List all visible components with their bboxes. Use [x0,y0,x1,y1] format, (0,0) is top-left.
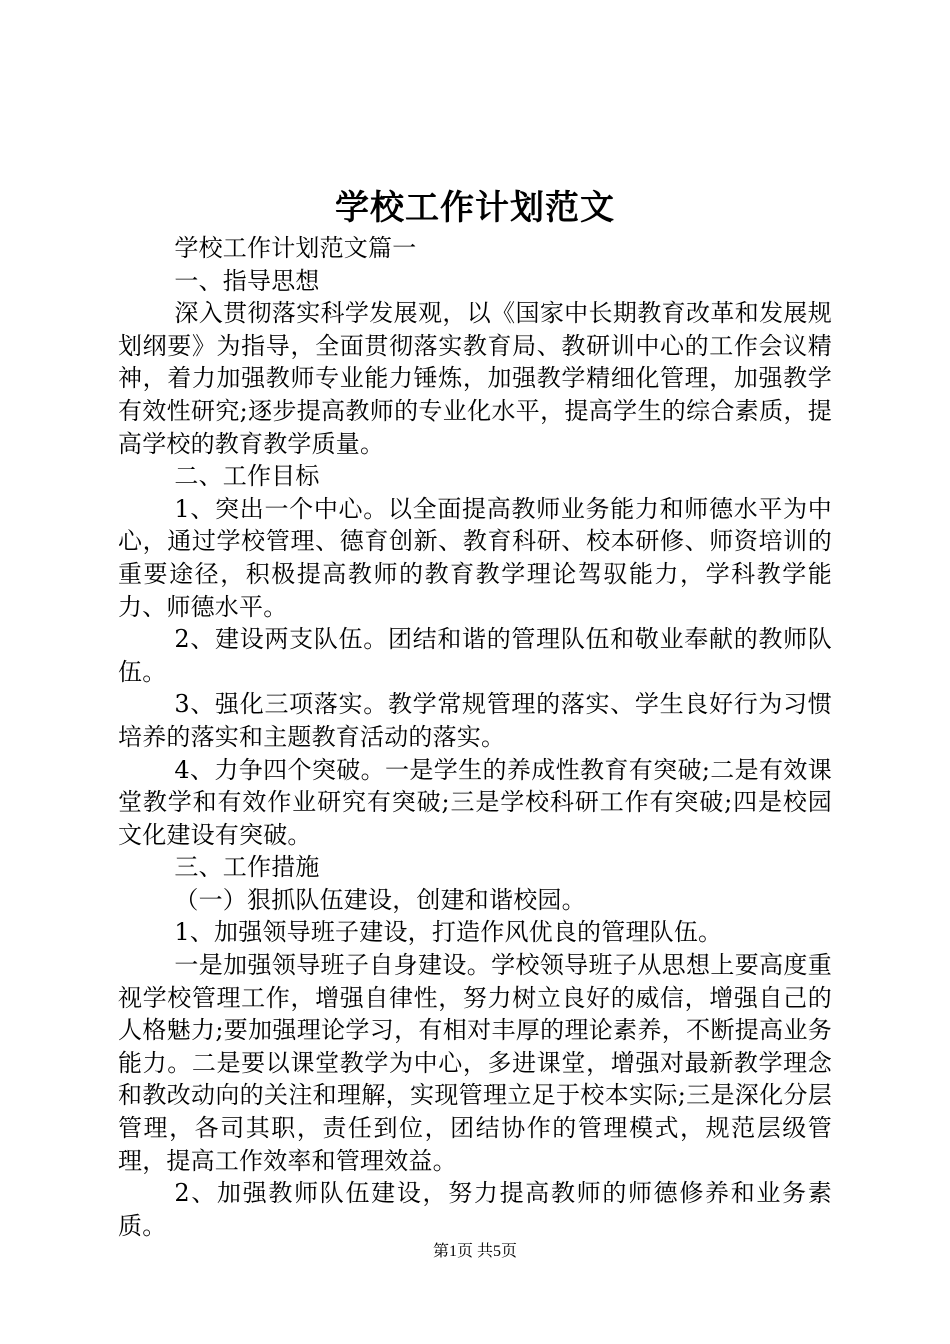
paragraph: （一）狠抓队伍建设，创建和谐校园。 [174,885,586,914]
paragraph-section-heading: 学校工作计划范文篇一 [174,234,417,262]
paragraph: 3、强化三项落实。教学常规管理的落实、学生良好行为习惯培养的落实和主题教育活动的落实。 [118,690,832,751]
paragraph: 2、加强教师队伍建设，努力提高教师的师德修养和业务素质。 [118,1179,832,1240]
paragraph: 深入贯彻落实科学发展观，以《国家中长期教育改革和发展规划纲要》为指导，全面贯彻落实教育局、教研训中心的工作会议精神，着力加强教师专业能力锤炼，加强教学精细化管理，加强教学有效性研究;逐步提高教师的专业化水平，提高学生的综合素质，提高学校的教育教学质量。 [118,299,832,458]
paragraph: 2、建设两支队伍。团结和谐的管理队伍和敬业奉献的教师队伍。 [118,625,832,686]
document-body [118,232,832,1242]
document-title: 学校工作计划范文 [335,188,615,228]
paragraph-heading-goals: 二、工作目标 [174,462,320,491]
paragraph: 一是加强领导班子自身建设。学校领导班子从思想上要高度重视学校管理工作，增强自律性，努力树立良好的威信，增强自己的人格魅力;要加强理论学习，有相对丰厚的理论素养，不断提高业务能力。二是要以课堂教学为中心，多进课堂，增强对最新教学理念和教改动向的关注和理解，实现管理立足于校本实际;三是深化分层管理，各司其职，责任到位，团结协作的管理模式，规范层级管理，提高工作效率和管理效益。 [118,951,832,1175]
paragraph-heading-guiding: 一、指导思想 [174,266,320,295]
paragraph: 4、力争四个突破。一是学生的养成性教育有突破;二是有效课堂教学和有效作业研究有突破;三是学校科研工作有突破;四是校园文化建设有突破。 [118,755,832,849]
paragraph-heading-measures: 三、工作措施 [174,853,320,882]
page-footer: 第1页 共5页 [432,1243,517,1260]
paragraph: 1、加强领导班子建设，打造作风优良的管理队伍。 [174,918,723,947]
paragraph: 1、突出一个中心。以全面提高教师业务能力和师德水平为中心，通过学校管理、德育创新、教育科研、校本研修、师资培训的重要途径，积极提高教师的教育教学理论驾驭能力，学科教学能力、师德水平。 [118,494,832,621]
